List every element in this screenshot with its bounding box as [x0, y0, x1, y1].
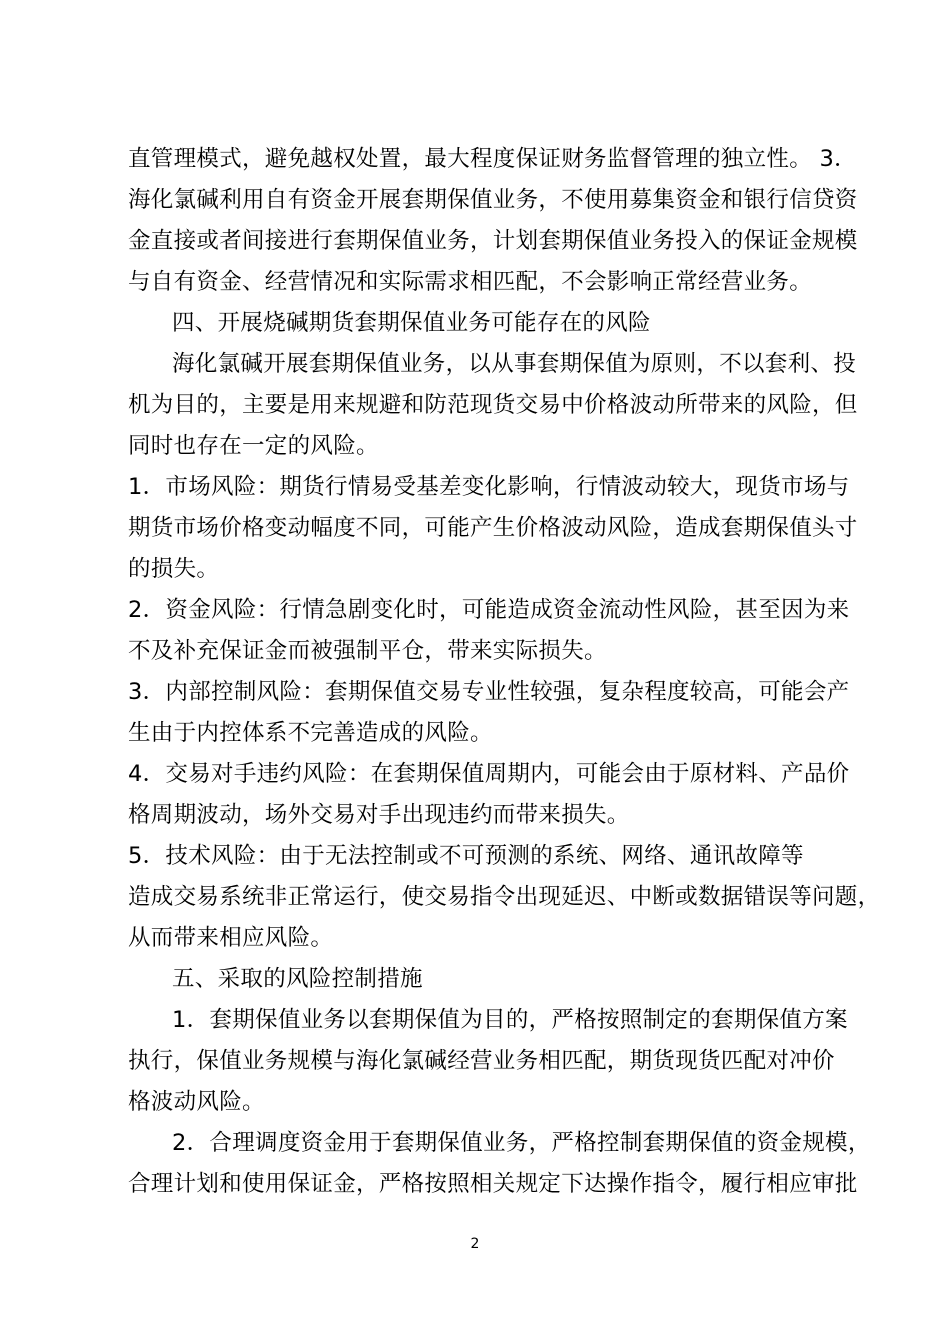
text-line: 海化氯碱开展套期保值业务，以从事套期保值为原则，不以套利、投	[172, 351, 857, 377]
text-line: 机为目的，主要是用来规避和防范现货交易中价格波动所带来的风险，但	[128, 392, 858, 418]
text-line: 生由于内控体系不完善造成的风险。	[128, 720, 493, 746]
section-heading: 五、采取的风险控制措施	[172, 966, 423, 992]
text-line: 执行，保值业务规模与海化氯碱经营业务相匹配，期货现货匹配对冲价	[128, 1048, 835, 1074]
list-item-line: 2．合理调度资金用于套期保值业务，严格控制套期保值的资金规模，	[172, 1130, 871, 1156]
text-line: 格周期波动，场外交易对手出现违约而带来损失。	[128, 802, 630, 828]
text-line: 金直接或者间接进行套期保值业务，计划套期保值业务投入的保证金规模	[128, 228, 858, 254]
text-line: 的损失。	[128, 556, 220, 582]
list-item-line: 1．套期保值业务以套期保值为目的，严格按照制定的套期保值方案	[172, 1007, 848, 1033]
document-body	[128, 139, 881, 1205]
list-item-line: 1．市场风险：期货行情易受基差变化影响，行情波动较大，现货市场与	[128, 474, 850, 500]
text-line: 从而带来相应风险。	[128, 925, 334, 951]
text-line: 格波动风险。	[128, 1089, 265, 1115]
text-line: 同时也存在一定的风险。	[128, 433, 379, 459]
list-item-line: 5．技术风险：由于无法控制或不可预测的系统、网络、通讯故障等	[128, 843, 804, 869]
list-item-line: 2．资金风险：行情急剧变化时，可能造成资金流动性风险，甚至因为来	[128, 597, 850, 623]
text-line: 造成交易系统非正常运行，使交易指令出现延迟、中断或数据错误等问题，	[128, 884, 881, 910]
list-item-line: 4．交易对手违约风险：在套期保值周期内，可能会由于原材料、产品价	[128, 761, 850, 787]
text-line: 期货市场价格变动幅度不同，可能产生价格波动风险，造成套期保值头寸	[128, 515, 858, 541]
text-line: 与自有资金、经营情况和实际需求相匹配，不会影响正常经营业务。	[128, 269, 813, 295]
page-number: 2	[470, 1236, 480, 1252]
text-line: 直管理模式，避免越权处置，最大程度保证财务监督管理的独立性。 3．	[128, 146, 857, 172]
text-line: 不及补充保证金而被强制平仓，带来实际损失。	[128, 638, 607, 664]
list-item-line: 3．内部控制风险：套期保值交易专业性较强，复杂程度较高，可能会产	[128, 679, 850, 705]
text-line: 海化氯碱利用自有资金开展套期保值业务，不使用募集资金和银行信贷资	[128, 187, 858, 213]
section-heading: 四、开展烧碱期货套期保值业务可能存在的风险	[172, 310, 651, 336]
text-line: 合理计划和使用保证金，严格按照相关规定下达操作指令，履行相应审批	[128, 1171, 858, 1197]
